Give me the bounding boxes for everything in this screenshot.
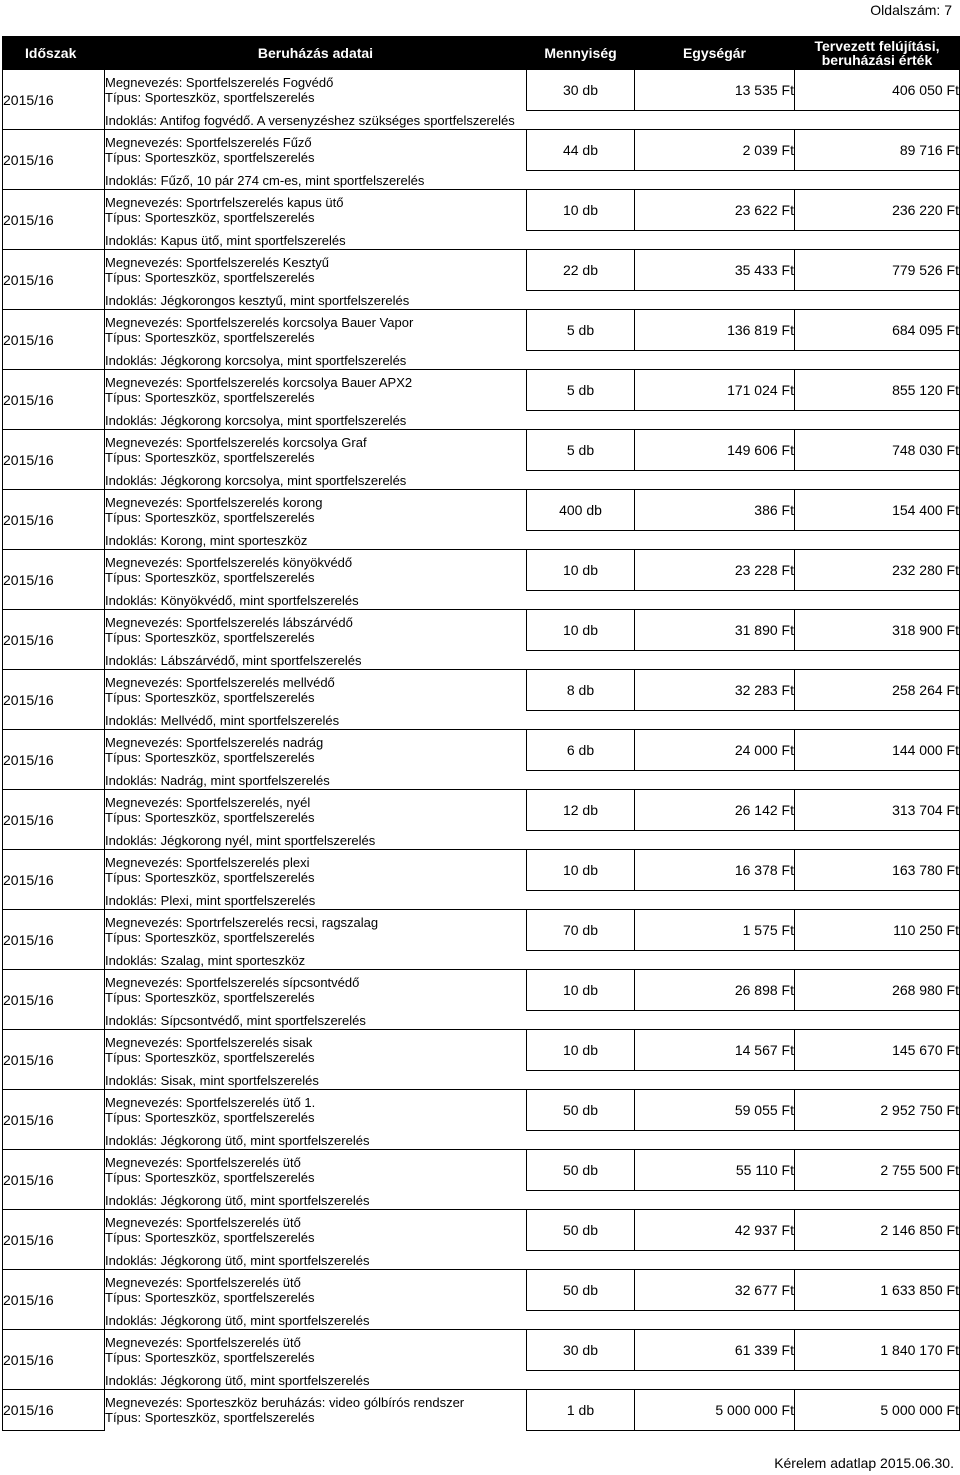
cell-period: 2015/16 <box>3 610 105 670</box>
cell-unit-price: 13 535 Ft <box>635 70 795 111</box>
cell-quantity: 1 db <box>527 1390 635 1431</box>
cell-justification: Indoklás: Plexi, mint sportfelszerelés <box>105 891 960 910</box>
cell-period: 2015/16 <box>3 1330 105 1390</box>
cell-quantity: 5 db <box>527 430 635 471</box>
cell-quantity: 10 db <box>527 970 635 1011</box>
cell-description <box>105 130 527 171</box>
item-type: Típus: Sporteszköz, sportfelszerelés <box>105 1290 315 1306</box>
cell-unit-price: 32 283 Ft <box>635 670 795 711</box>
cell-period: 2015/16 <box>3 1150 105 1210</box>
cell-period: 2015/16 <box>3 730 105 790</box>
cell-quantity: 10 db <box>527 1030 635 1071</box>
table-row-justification <box>3 1131 960 1150</box>
cell-period: 2015/16 <box>3 1030 105 1090</box>
table-row <box>3 790 960 831</box>
page-number: Oldalszám: 7 <box>870 2 952 18</box>
item-name: Megnevezés: Sportfelszerelés lábszárvédő <box>105 615 353 631</box>
cell-planned-value: 1 633 850 Ft <box>795 1270 960 1311</box>
cell-justification: Indoklás: Jégkorong ütő, mint sportfelszerelés <box>105 1191 960 1210</box>
cell-justification: Indoklás: Jégkorong korcsolya, mint sportfelszerelés <box>105 351 960 370</box>
cell-unit-price: 5 000 000 Ft <box>635 1390 795 1431</box>
table-row <box>3 430 960 471</box>
item-type: Típus: Sporteszköz, sportfelszerelés <box>105 1110 315 1126</box>
cell-quantity: 10 db <box>527 850 635 891</box>
cell-justification: Indoklás: Jégkorong ütő, mint sportfelszerelés <box>105 1251 960 1270</box>
cell-unit-price: 386 Ft <box>635 490 795 531</box>
cell-planned-value: 232 280 Ft <box>795 550 960 591</box>
item-type: Típus: Sporteszköz, sportfelszerelés <box>105 990 315 1006</box>
cell-quantity: 6 db <box>527 730 635 771</box>
table-row <box>3 370 960 411</box>
cell-quantity: 44 db <box>527 130 635 171</box>
item-name: Megnevezés: Sportfelszerelés korong <box>105 495 323 511</box>
cell-justification: Indoklás: Lábszárvédő, mint sportfelszerelés <box>105 651 960 670</box>
cell-planned-value: 258 264 Ft <box>795 670 960 711</box>
cell-justification: Indoklás: Kapus ütő, mint sportfelszerelés <box>105 231 960 250</box>
header-quantity: Mennyiség <box>527 37 635 70</box>
table-body <box>3 70 960 1431</box>
cell-planned-value: 268 980 Ft <box>795 970 960 1011</box>
table-row <box>3 1330 960 1371</box>
item-name: Megnevezés: Sporteszköz beruházás: video gólbírós rendszer <box>105 1395 465 1411</box>
cell-unit-price: 136 819 Ft <box>635 310 795 351</box>
cell-justification: Indoklás: Jégkorong ütő, mint sportfelszerelés <box>105 1131 960 1150</box>
table-row-justification <box>3 831 960 850</box>
cell-justification: Indoklás: Mellvédő, mint sportfelszerelés <box>105 711 960 730</box>
item-name: Megnevezés: Sportfelszerelés korcsolya Bauer Vapor <box>105 315 414 331</box>
table-row-justification <box>3 771 960 790</box>
header-planned-value-line2: beruházási érték <box>821 52 933 68</box>
item-name: Megnevezés: Sportfelszerelés korcsolya Bauer APX2 <box>105 375 413 391</box>
table-row <box>3 670 960 711</box>
item-type: Típus: Sporteszköz, sportfelszerelés <box>105 270 315 286</box>
cell-quantity: 12 db <box>527 790 635 831</box>
table-row-justification <box>3 471 960 490</box>
cell-planned-value: 89 716 Ft <box>795 130 960 171</box>
cell-period: 2015/16 <box>3 910 105 970</box>
item-type: Típus: Sporteszköz, sportfelszerelés <box>105 90 315 106</box>
cell-planned-value: 2 146 850 Ft <box>795 1210 960 1251</box>
cell-period: 2015/16 <box>3 430 105 490</box>
header-investment-data: Beruházás adatai <box>105 37 527 70</box>
item-type: Típus: Sporteszköz, sportfelszerelés <box>105 390 315 406</box>
cell-planned-value: 110 250 Ft <box>795 910 960 951</box>
cell-unit-price: 59 055 Ft <box>635 1090 795 1131</box>
item-name: Megnevezés: Sportfelszerelés Fogvédő <box>105 75 334 91</box>
table-row-justification <box>3 531 960 550</box>
table-row <box>3 850 960 891</box>
table-row <box>3 550 960 591</box>
table-row <box>3 610 960 651</box>
investment-table <box>2 36 960 1431</box>
cell-description <box>105 1030 527 1071</box>
table-row <box>3 490 960 531</box>
table-row-justification <box>3 711 960 730</box>
table-row <box>3 910 960 951</box>
item-type: Típus: Sporteszköz, sportfelszerelés <box>105 630 315 646</box>
cell-period: 2015/16 <box>3 550 105 610</box>
cell-unit-price: 24 000 Ft <box>635 730 795 771</box>
cell-justification: Indoklás: Jégkorong nyél, mint sportfelszerelés <box>105 831 960 850</box>
item-name: Megnevezés: Sportfelszerelés nadrág <box>105 735 324 751</box>
cell-description <box>105 550 527 591</box>
cell-planned-value: 748 030 Ft <box>795 430 960 471</box>
item-type: Típus: Sporteszköz, sportfelszerelés <box>105 1230 315 1246</box>
cell-unit-price: 16 378 Ft <box>635 850 795 891</box>
cell-justification: Indoklás: Jégkorong ütő, mint sportfelszerelés <box>105 1311 960 1330</box>
cell-description <box>105 70 527 111</box>
cell-description <box>105 970 527 1011</box>
cell-period: 2015/16 <box>3 130 105 190</box>
cell-period: 2015/16 <box>3 310 105 370</box>
cell-description <box>105 670 527 711</box>
item-name: Megnevezés: Sportfelszerelés könyökvédő <box>105 555 353 571</box>
cell-justification: Indoklás: Fűző, 10 pár 274 cm-es, mint sportfelszerelés <box>105 171 960 190</box>
cell-period: 2015/16 <box>3 490 105 550</box>
cell-period: 2015/16 <box>3 250 105 310</box>
cell-description <box>105 790 527 831</box>
item-name: Megnevezés: Sportfelszerelés ütő <box>105 1275 301 1291</box>
cell-description <box>105 370 527 411</box>
table-row <box>3 250 960 291</box>
cell-quantity: 70 db <box>527 910 635 951</box>
item-name: Megnevezés: Sportfelszerelés mellvédő <box>105 675 335 691</box>
table-row <box>3 130 960 171</box>
cell-planned-value: 855 120 Ft <box>795 370 960 411</box>
cell-unit-price: 171 024 Ft <box>635 370 795 411</box>
table-row <box>3 310 960 351</box>
cell-quantity: 50 db <box>527 1150 635 1191</box>
table-row-justification <box>3 1071 960 1090</box>
cell-justification: Indoklás: Jégkorongos kesztyű, mint sportfelszerelés <box>105 291 960 310</box>
table-row-justification <box>3 1371 960 1390</box>
item-name: Megnevezés: Sportfelszerelés Kesztyű <box>105 255 329 271</box>
cell-period: 2015/16 <box>3 1270 105 1330</box>
cell-justification: Indoklás: Jégkorong ütő, mint sportfelszerelés <box>105 1371 960 1390</box>
cell-quantity: 400 db <box>527 490 635 531</box>
table-row-justification <box>3 591 960 610</box>
cell-description <box>105 190 527 231</box>
item-type: Típus: Sporteszköz, sportfelszerelés <box>105 930 315 946</box>
cell-description <box>105 430 527 471</box>
cell-planned-value: 154 400 Ft <box>795 490 960 531</box>
item-name: Megnevezés: Sportfelszerelés ütő <box>105 1335 301 1351</box>
cell-quantity: 5 db <box>527 370 635 411</box>
table-row-justification <box>3 891 960 910</box>
cell-unit-price: 149 606 Ft <box>635 430 795 471</box>
cell-planned-value: 318 900 Ft <box>795 610 960 651</box>
cell-description <box>105 910 527 951</box>
item-name: Megnevezés: Sportfelszerelés ütő 1. <box>105 1095 316 1111</box>
cell-description <box>105 1090 527 1131</box>
cell-unit-price: 1 575 Ft <box>635 910 795 951</box>
table-row-justification <box>3 111 960 130</box>
cell-planned-value: 236 220 Ft <box>795 190 960 231</box>
cell-period: 2015/16 <box>3 1090 105 1150</box>
cell-quantity: 22 db <box>527 250 635 291</box>
cell-planned-value: 779 526 Ft <box>795 250 960 291</box>
cell-period: 2015/16 <box>3 850 105 910</box>
cell-justification: Indoklás: Szalag, mint sporteszköz <box>105 951 960 970</box>
cell-period: 2015/16 <box>3 190 105 250</box>
cell-unit-price: 31 890 Ft <box>635 610 795 651</box>
cell-quantity: 5 db <box>527 310 635 351</box>
header-unit-price: Egységár <box>635 37 795 70</box>
cell-planned-value: 145 670 Ft <box>795 1030 960 1071</box>
item-type: Típus: Sporteszköz, sportfelszerelés <box>105 750 315 766</box>
table-row <box>3 70 960 111</box>
cell-planned-value: 684 095 Ft <box>795 310 960 351</box>
cell-description <box>105 250 527 291</box>
cell-quantity: 30 db <box>527 70 635 111</box>
item-type: Típus: Sporteszköz, sportfelszerelés <box>105 570 315 586</box>
item-type: Típus: Sporteszköz, sportfelszerelés <box>105 150 315 166</box>
table-header-row <box>3 37 960 70</box>
cell-justification: Indoklás: Nadrág, mint sportfelszerelés <box>105 771 960 790</box>
cell-quantity: 50 db <box>527 1090 635 1131</box>
item-name: Megnevezés: Sportfelszerelés korcsolya Graf <box>105 435 367 451</box>
item-type: Típus: Sporteszköz, sportfelszerelés <box>105 1050 315 1066</box>
cell-justification: Indoklás: Korong, mint sporteszköz <box>105 531 960 550</box>
table-row <box>3 1210 960 1251</box>
cell-unit-price: 26 142 Ft <box>635 790 795 831</box>
item-name: Megnevezés: Sportfelszerelés plexi <box>105 855 310 871</box>
cell-period: 2015/16 <box>3 970 105 1030</box>
item-type: Típus: Sporteszköz, sportfelszerelés <box>105 330 315 346</box>
cell-justification: Indoklás: Sisak, mint sportfelszerelés <box>105 1071 960 1090</box>
cell-unit-price: 2 039 Ft <box>635 130 795 171</box>
cell-quantity: 10 db <box>527 190 635 231</box>
cell-description <box>105 730 527 771</box>
cell-quantity: 8 db <box>527 670 635 711</box>
cell-unit-price: 23 228 Ft <box>635 550 795 591</box>
table-row <box>3 1090 960 1131</box>
header-period: Időszak <box>3 37 105 70</box>
table-row-justification <box>3 171 960 190</box>
cell-quantity: 30 db <box>527 1330 635 1371</box>
header-planned-value <box>795 37 960 70</box>
table-row <box>3 190 960 231</box>
cell-unit-price: 42 937 Ft <box>635 1210 795 1251</box>
table-row-justification <box>3 351 960 370</box>
cell-period: 2015/16 <box>3 70 105 130</box>
cell-quantity: 50 db <box>527 1210 635 1251</box>
table-row-justification <box>3 951 960 970</box>
cell-planned-value: 313 704 Ft <box>795 790 960 831</box>
cell-planned-value: 1 840 170 Ft <box>795 1330 960 1371</box>
cell-period: 2015/16 <box>3 370 105 430</box>
item-type: Típus: Sporteszköz, sportfelszerelés <box>105 510 315 526</box>
item-name: Megnevezés: Sportfelszerelés Fűző <box>105 135 312 151</box>
cell-unit-price: 23 622 Ft <box>635 190 795 231</box>
item-type: Típus: Sporteszköz, sportfelszerelés <box>105 690 315 706</box>
cell-justification: Indoklás: Könyökvédő, mint sportfelszerelés <box>105 591 960 610</box>
table-row-justification <box>3 291 960 310</box>
cell-justification: Indoklás: Sípcsontvédő, mint sportfelszerelés <box>105 1011 960 1030</box>
footer-form-date: Kérelem adatlap 2015.06.30. <box>774 1455 954 1471</box>
item-name: Megnevezés: Sportrfelszerelés recsi, ragszalag <box>105 915 379 931</box>
cell-planned-value: 406 050 Ft <box>795 70 960 111</box>
cell-justification: Indoklás: Jégkorong korcsolya, mint sportfelszerelés <box>105 411 960 430</box>
table-row-justification <box>3 231 960 250</box>
item-type: Típus: Sporteszköz, sportfelszerelés <box>105 1170 315 1186</box>
table-row-justification <box>3 1011 960 1030</box>
item-name: Megnevezés: Sportfelszerelés ütő <box>105 1155 301 1171</box>
cell-period: 2015/16 <box>3 1390 105 1431</box>
cell-period: 2015/16 <box>3 790 105 850</box>
cell-description <box>105 850 527 891</box>
cell-unit-price: 55 110 Ft <box>635 1150 795 1191</box>
cell-quantity: 50 db <box>527 1270 635 1311</box>
item-type: Típus: Sporteszköz, sportfelszerelés <box>105 870 315 886</box>
table-row <box>3 730 960 771</box>
cell-period: 2015/16 <box>3 1210 105 1270</box>
cell-justification: Indoklás: Jégkorong korcsolya, mint sportfelszerelés <box>105 471 960 490</box>
item-name: Megnevezés: Sportfelszerelés sisak <box>105 1035 313 1051</box>
cell-description <box>105 490 527 531</box>
item-type: Típus: Sporteszköz, sportfelszerelés <box>105 1410 315 1426</box>
item-name: Megnevezés: Sportfelszerelés sípcsontvédő <box>105 975 360 991</box>
table-row <box>3 1390 960 1431</box>
cell-description <box>105 610 527 651</box>
cell-planned-value: 144 000 Ft <box>795 730 960 771</box>
cell-planned-value: 2 952 750 Ft <box>795 1090 960 1131</box>
cell-period: 2015/16 <box>3 670 105 730</box>
cell-quantity: 10 db <box>527 550 635 591</box>
cell-quantity: 10 db <box>527 610 635 651</box>
cell-unit-price: 61 339 Ft <box>635 1330 795 1371</box>
item-name: Megnevezés: Sportrfelszerelés kapus ütő <box>105 195 344 211</box>
header-planned-value-line1: Tervezett felújítási, <box>814 38 940 54</box>
item-type: Típus: Sporteszköz, sportfelszerelés <box>105 210 315 226</box>
table-row-justification <box>3 411 960 430</box>
item-name: Megnevezés: Sportfelszerelés, nyél <box>105 795 311 811</box>
table-row <box>3 1270 960 1311</box>
table-row-justification <box>3 1251 960 1270</box>
table-row-justification <box>3 1311 960 1330</box>
cell-unit-price: 14 567 Ft <box>635 1030 795 1071</box>
item-type: Típus: Sporteszköz, sportfelszerelés <box>105 810 315 826</box>
cell-unit-price: 35 433 Ft <box>635 250 795 291</box>
cell-unit-price: 32 677 Ft <box>635 1270 795 1311</box>
cell-description <box>105 1270 527 1311</box>
cell-planned-value: 2 755 500 Ft <box>795 1150 960 1191</box>
item-name: Megnevezés: Sportfelszerelés ütő <box>105 1215 301 1231</box>
table-row <box>3 970 960 1011</box>
item-type: Típus: Sporteszköz, sportfelszerelés <box>105 1350 315 1366</box>
cell-description <box>105 1150 527 1191</box>
cell-justification: Indoklás: Antifog fogvédő. A versenyzéshez szükséges sportfelszerelés <box>105 111 960 130</box>
item-type: Típus: Sporteszköz, sportfelszerelés <box>105 450 315 466</box>
table-row <box>3 1030 960 1071</box>
table-row-justification <box>3 1191 960 1210</box>
cell-unit-price: 26 898 Ft <box>635 970 795 1011</box>
cell-description <box>105 1330 527 1371</box>
cell-planned-value: 5 000 000 Ft <box>795 1390 960 1431</box>
table-row <box>3 1150 960 1191</box>
cell-planned-value: 163 780 Ft <box>795 850 960 891</box>
table-row-justification <box>3 651 960 670</box>
cell-description <box>105 1390 527 1431</box>
cell-description <box>105 310 527 351</box>
cell-description <box>105 1210 527 1251</box>
